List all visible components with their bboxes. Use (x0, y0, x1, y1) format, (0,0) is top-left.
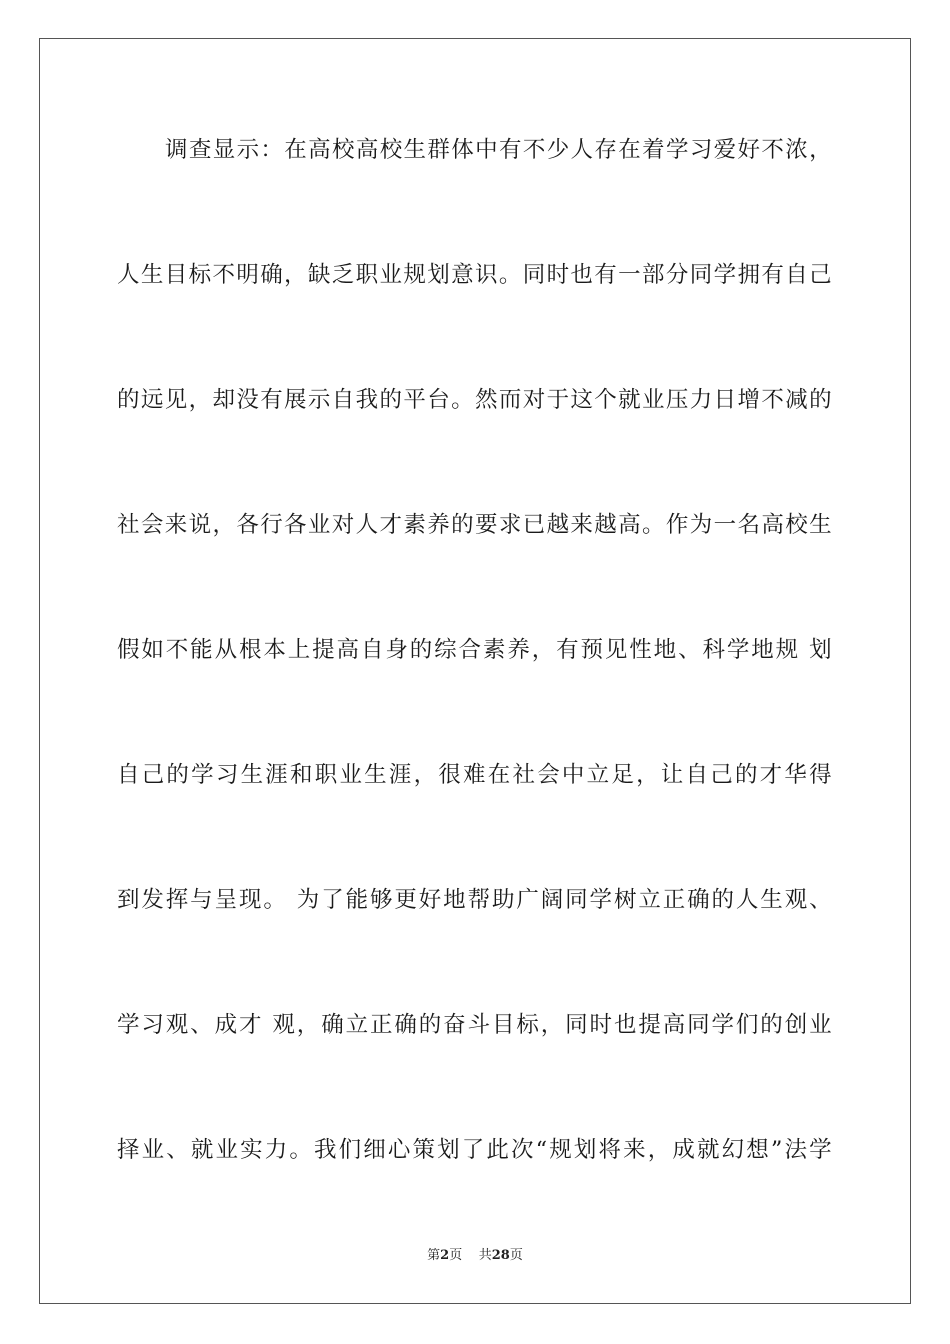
paragraph-line-7: 到发挥与呈现。 为了能够更好地帮助广阔同学树立正确的人生观、 (117, 887, 832, 913)
paragraph-line-3: 的远见，却没有展示自我的平台。然而对于这个就业压力日增不减的 (117, 387, 832, 413)
paragraph-line-1: 调查显示：在高校高校生群体中有不少人存在着学习爱好不浓， (165, 137, 832, 163)
total-pages: 28 (491, 1248, 510, 1263)
total-suffix: 页 (509, 1248, 523, 1263)
paragraph-line-6: 自己的学习生涯和职业生涯，很难在社会中立足，让自己的才华得 (117, 762, 832, 788)
page-prefix: 第 (427, 1248, 441, 1263)
paragraph-line-8: 学习观、成才 观，确立正确的奋斗目标，同时也提高同学们的创业 (117, 1012, 832, 1038)
page-border (39, 38, 911, 1304)
paragraph-line-2: 人生目标不明确，缺乏职业规划意识。同时也有一部分同学拥有自己 (117, 262, 832, 288)
page-number: 2 (440, 1248, 450, 1263)
page-suffix: 页 (449, 1248, 463, 1263)
paragraph-line-4: 社会来说，各行各业对人才素养的要求已越来越高。作为一名高校生 (117, 512, 832, 538)
paragraph-line-5: 假如不能从根本上提高自身的综合素养，有预见性地、科学地规 划 (117, 637, 832, 663)
total-prefix: 共 (478, 1248, 492, 1263)
paragraph-line-9: 择业、就业实力。我们细心策划了此次“规划将来，成就幻想”法学 (117, 1137, 832, 1163)
page-footer (0, 1246, 950, 1266)
